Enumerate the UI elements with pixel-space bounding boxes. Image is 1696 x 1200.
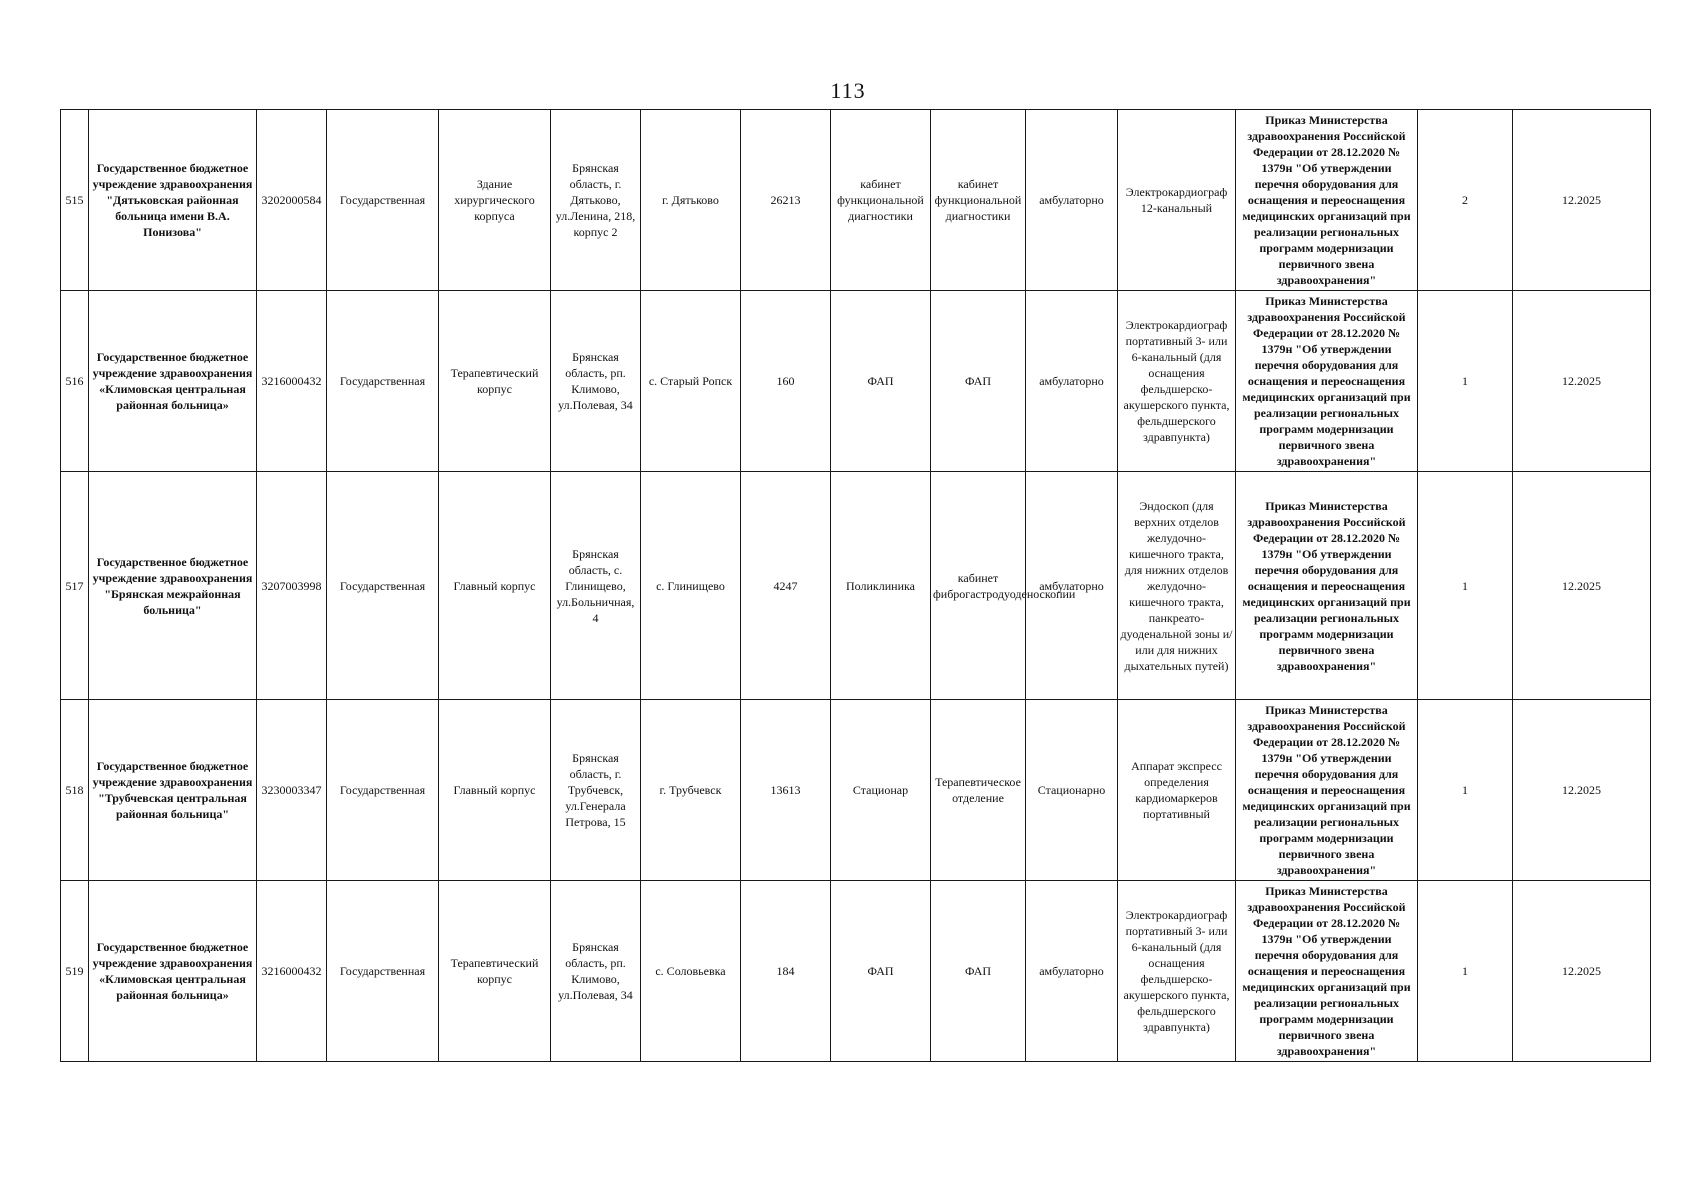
table-row bbox=[61, 472, 1651, 700]
cell-ownership: Государственная bbox=[327, 110, 439, 291]
cell-inn: 3230003347 bbox=[257, 700, 327, 881]
cell-locality: г. Дятьково bbox=[641, 110, 741, 291]
cell-unit: кабинет функциональной диагностики bbox=[831, 110, 931, 291]
cell-building: Терапевтический корпус bbox=[439, 881, 551, 1062]
cell-subunit: ФАП bbox=[931, 291, 1026, 472]
cell-care-type: Стационарно bbox=[1026, 700, 1118, 881]
cell-number: 517 bbox=[61, 472, 89, 700]
cell-equipment: Аппарат экспресс определения кардиомаркеров портативный bbox=[1118, 700, 1236, 881]
cell-subunit: ФАП bbox=[931, 881, 1026, 1062]
cell-organization: Государственное бюджетное учреждение здравоохранения "Трубчевская центральная районная больница" bbox=[89, 700, 257, 881]
cell-quantity: 2 bbox=[1418, 110, 1513, 291]
cell-locality: с. Глинищево bbox=[641, 472, 741, 700]
cell-unit: Поликлиника bbox=[831, 472, 931, 700]
cell-ownership: Государственная bbox=[327, 472, 439, 700]
table-row bbox=[61, 291, 1651, 472]
cell-care-type: амбулаторно bbox=[1026, 881, 1118, 1062]
cell-ownership: Государственная bbox=[327, 291, 439, 472]
cell-building: Главный корпус bbox=[439, 472, 551, 700]
cell-population: 13613 bbox=[741, 700, 831, 881]
cell-order: Приказ Министерства здравоохранения Российской Федерации от 28.12.2020 № 1379н "Об утверждении перечня оборудования для оснащения и переоснащения медицинских организаций при реализации региональных программ модернизации первичного звена здравоохранения" bbox=[1236, 472, 1418, 700]
cell-organization: Государственное бюджетное учреждение здравоохранения "Дятьковская районная больница имени В.А. Понизова" bbox=[89, 110, 257, 291]
table-row bbox=[61, 881, 1651, 1062]
cell-subunit: Терапевтическое отделение bbox=[931, 700, 1026, 881]
cell-ownership: Государственная bbox=[327, 881, 439, 1062]
cell-date: 12.2025 bbox=[1513, 291, 1651, 472]
cell-address: Брянская область, рп. Климово, ул.Полевая, 34 bbox=[551, 881, 641, 1062]
cell-population: 4247 bbox=[741, 472, 831, 700]
cell-date: 12.2025 bbox=[1513, 110, 1651, 291]
cell-organization: Государственное бюджетное учреждение здравоохранения "Брянская межрайонная больница" bbox=[89, 472, 257, 700]
cell-equipment: Электрокардиограф 12-канальный bbox=[1118, 110, 1236, 291]
cell-unit: ФАП bbox=[831, 291, 931, 472]
cell-inn: 3216000432 bbox=[257, 881, 327, 1062]
cell-date: 12.2025 bbox=[1513, 700, 1651, 881]
cell-organization: Государственное бюджетное учреждение здравоохранения «Климовская центральная районная больница» bbox=[89, 291, 257, 472]
cell-inn: 3207003998 bbox=[257, 472, 327, 700]
cell-locality: г. Трубчевск bbox=[641, 700, 741, 881]
cell-order: Приказ Министерства здравоохранения Российской Федерации от 28.12.2020 № 1379н "Об утверждении перечня оборудования для оснащения и переоснащения медицинских организаций при реализации региональных программ модернизации первичного звена здравоохранения" bbox=[1236, 881, 1418, 1062]
cell-order: Приказ Министерства здравоохранения Российской Федерации от 28.12.2020 № 1379н "Об утверждении перечня оборудования для оснащения и переоснащения медицинских организаций при реализации региональных программ модернизации первичного звена здравоохранения" bbox=[1236, 110, 1418, 291]
cell-organization: Государственное бюджетное учреждение здравоохранения «Климовская центральная районная больница» bbox=[89, 881, 257, 1062]
cell-care-type: амбулаторно bbox=[1026, 110, 1118, 291]
cell-number: 518 bbox=[61, 700, 89, 881]
cell-address: Брянская область, с. Глинищево, ул.Больничная, 4 bbox=[551, 472, 641, 700]
cell-building: Главный корпус bbox=[439, 700, 551, 881]
cell-number: 515 bbox=[61, 110, 89, 291]
cell-ownership: Государственная bbox=[327, 700, 439, 881]
cell-unit: ФАП bbox=[831, 881, 931, 1062]
cell-locality: с. Старый Ропск bbox=[641, 291, 741, 472]
page-number: 113 bbox=[830, 78, 866, 103]
cell-quantity: 1 bbox=[1418, 291, 1513, 472]
cell-equipment: Электрокардиограф портативный 3- или 6-канальный (для оснащения фельдшерско-акушерского пункта, фельдшерского здравпункта) bbox=[1118, 881, 1236, 1062]
cell-locality: с. Соловьевка bbox=[641, 881, 741, 1062]
cell-population: 160 bbox=[741, 291, 831, 472]
cell-equipment: Электрокардиограф портативный 3- или 6-канальный (для оснащения фельдшерско-акушерского пункта, фельдшерского здравпункта) bbox=[1118, 291, 1236, 472]
cell-number: 516 bbox=[61, 291, 89, 472]
cell-date: 12.2025 bbox=[1513, 881, 1651, 1062]
cell-address: Брянская область, г. Дятьково, ул.Ленина, 218, корпус 2 bbox=[551, 110, 641, 291]
cell-subunit: кабинет функциональной диагностики bbox=[931, 110, 1026, 291]
cell-quantity: 1 bbox=[1418, 472, 1513, 700]
cell-population: 184 bbox=[741, 881, 831, 1062]
cell-quantity: 1 bbox=[1418, 700, 1513, 881]
cell-care-type: амбулаторно bbox=[1026, 472, 1118, 700]
cell-equipment: Эндоскоп (для верхних отделов желудочно-кишечного тракта, для нижних отделов желудочно-кишечного тракта, панкреато-дуоденальной зоны и/или для нижних дыхательных путей) bbox=[1118, 472, 1236, 700]
cell-care-type: амбулаторно bbox=[1026, 291, 1118, 472]
cell-unit: Стационар bbox=[831, 700, 931, 881]
cell-order: Приказ Министерства здравоохранения Российской Федерации от 28.12.2020 № 1379н "Об утверждении перечня оборудования для оснащения и переоснащения медицинских организаций при реализации региональных программ модернизации первичного звена здравоохранения" bbox=[1236, 700, 1418, 881]
cell-inn: 3202000584 bbox=[257, 110, 327, 291]
cell-number: 519 bbox=[61, 881, 89, 1062]
equipment-table bbox=[60, 109, 1651, 1062]
cell-building: Терапевтический корпус bbox=[439, 291, 551, 472]
cell-date: 12.2025 bbox=[1513, 472, 1651, 700]
cell-inn: 3216000432 bbox=[257, 291, 327, 472]
table-row bbox=[61, 110, 1651, 291]
cell-order: Приказ Министерства здравоохранения Российской Федерации от 28.12.2020 № 1379н "Об утверждении перечня оборудования для оснащения и переоснащения медицинских организаций при реализации региональных программ модернизации первичного звена здравоохранения" bbox=[1236, 291, 1418, 472]
table-row bbox=[61, 700, 1651, 881]
cell-subunit: кабинет фиброгастродуоденоскопии bbox=[931, 472, 1026, 700]
cell-address: Брянская область, рп. Климово, ул.Полевая, 34 bbox=[551, 291, 641, 472]
cell-address: Брянская область, г. Трубчевск, ул.Генерала Петрова, 15 bbox=[551, 700, 641, 881]
cell-quantity: 1 bbox=[1418, 881, 1513, 1062]
cell-building: Здание хирургического корпуса bbox=[439, 110, 551, 291]
cell-population: 26213 bbox=[741, 110, 831, 291]
